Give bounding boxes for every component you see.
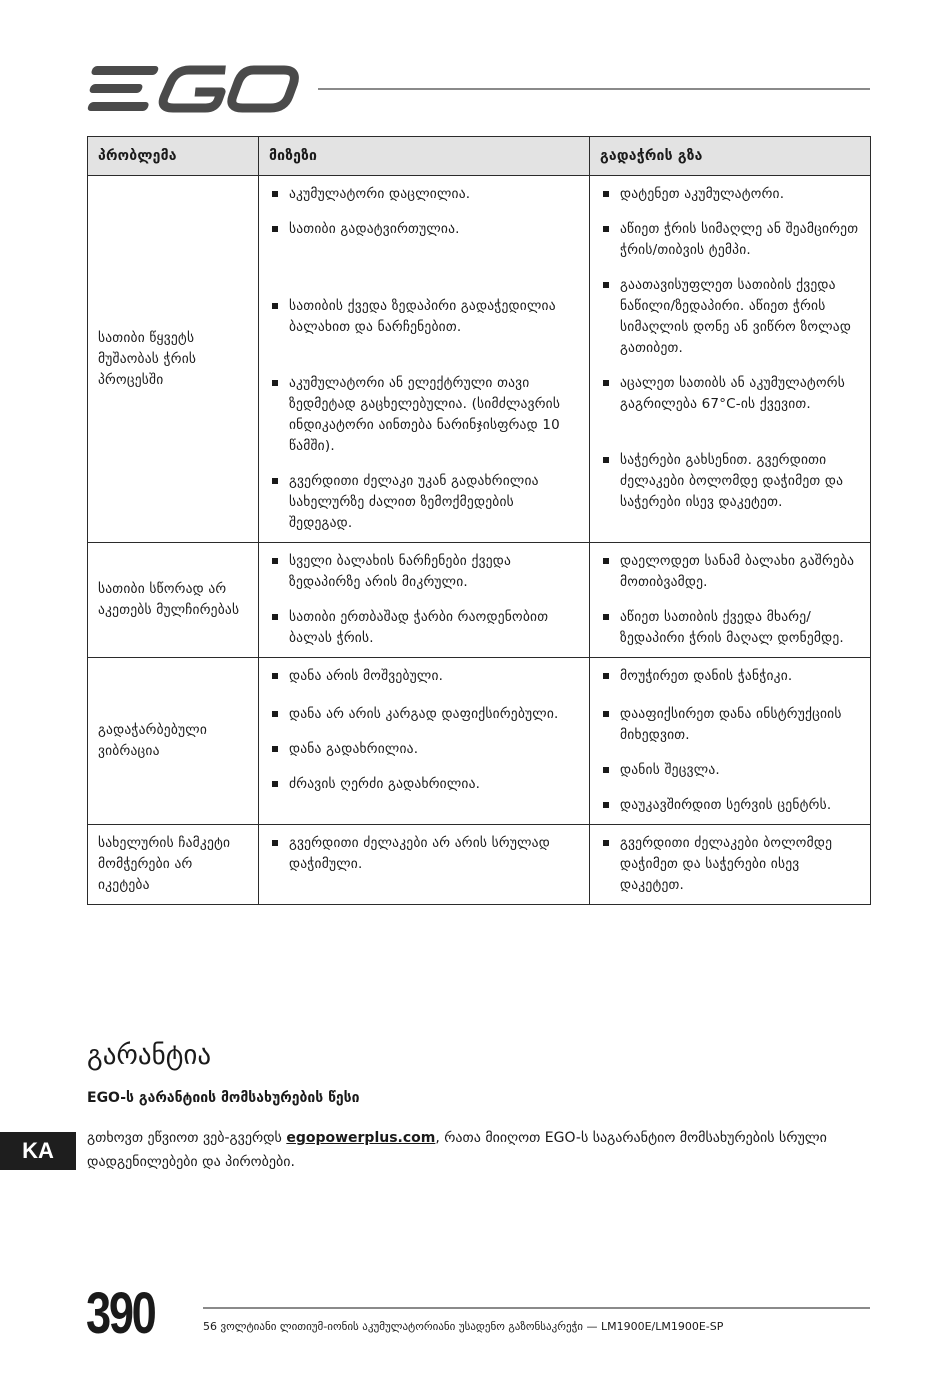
solution-item: აწიეთ სათიბის ქვედა მხარე/ზედაპირი ჭრის მაღალ დონემდე.: [600, 607, 860, 649]
solution-item: დააფიქსირეთ დანა ინსტრუქციის მიხედვით.: [600, 704, 860, 746]
warranty-body-after: , რათა მიიღოთ EGO-ს საგარანტიო მომსახურების სრული დადგენილებები და პირობები.: [87, 1130, 827, 1170]
cause-item: აკუმულატორი ან ელექტრული თავი ზედმეტად გაცხელებულია. (სიმძლავრის ინდიკატორი აინთება ნარინჯისფრად 10 წამში).: [269, 373, 579, 457]
cause-cell: [259, 658, 590, 825]
table-row: [88, 176, 871, 543]
cause-item: გვერდითი ძელაკი უკან გადახრილია სახელურზე ძალით ზემოქმედების შედეგად.: [269, 471, 579, 534]
problem-cell: გადაჭარბებული ვიბრაცია: [88, 658, 259, 825]
cause-item: დანა არ არის კარგად დაფიქსირებული.: [269, 704, 579, 725]
solution-cell: [590, 825, 871, 905]
footer-text: 56 ვოლტიანი ლითიუმ-იონის აკუმულატორიანი უსადენო გაზონსაკრეჭი — LM1900E/LM1900E-SP: [203, 1320, 724, 1333]
solution-item: გვერდითი ძელაკები ბოლომდე დაჭიმეთ და საჭერები ისევ დაკეტეთ.: [600, 833, 860, 896]
table-header-row: [88, 137, 871, 176]
cause-item: სველი ბალახის ნარჩენები ქვედა ზედაპირზე არის მიკრული.: [269, 551, 579, 593]
footer-rule: [203, 1307, 870, 1309]
warranty-subheading: EGO-ს გარანტიის მომსახურების წესი: [87, 1090, 360, 1106]
problem-cell: სათიბი სწორად არ აკეთებს მულჩირებას: [88, 543, 259, 658]
header-solution: გადაჭრის გზა: [590, 137, 871, 176]
cause-item: დანა არის მოშვებული.: [269, 666, 579, 687]
solution-item: აცალეთ სათიბს ან აკუმულატორს გაგრილება 67°C-ის ქვევით.: [600, 373, 860, 415]
solution-cell: [590, 543, 871, 658]
problem-cell: სახელურის ჩამკეტი მომჭერები არ იკეტება: [88, 825, 259, 905]
header-problem: პრობლემა: [88, 137, 259, 176]
cause-item: დანა გადახრილია.: [269, 739, 579, 760]
solution-item: დაელოდეთ სანამ ბალახი გაშრება მოთიბვამდე.: [600, 551, 860, 593]
page-number: 390: [86, 1281, 155, 1346]
cause-item: გვერდითი ძელაკები არ არის სრულად დაჭიმული.: [269, 833, 579, 875]
cause-item: სათიბი ერთბაშად ჭარბი რაოდენობით ბალას ჭრის.: [269, 607, 579, 649]
cause-cell: [259, 825, 590, 905]
table-row: [88, 658, 871, 825]
solution-item: დანის შეცვლა.: [600, 760, 860, 781]
header-cause: მიზეზი: [259, 137, 590, 176]
problem-cell: სათიბი წყვეტს მუშაობას ჭრის პროცესში: [88, 176, 259, 543]
solution-item: დაუკავშირდით სერვის ცენტრს.: [600, 795, 860, 816]
warranty-title: გარანტია: [87, 1040, 212, 1071]
header-rule: [318, 88, 870, 90]
cause-cell: [259, 176, 590, 543]
solution-item: მოუჭირეთ დანის ჭანჭიკი.: [600, 666, 860, 687]
table-row: [88, 825, 871, 905]
table-row: [88, 543, 871, 658]
troubleshooting-table: [87, 136, 871, 905]
cause-cell: [259, 543, 590, 658]
solution-item: გაათავისუფლეთ სათიბის ქვედა ნაწილი/ზედაპირი. აწიეთ ჭრის სიმაღლის დონე ან ვიწრო ზოლად გათიბეთ.: [600, 275, 860, 359]
solution-cell: [590, 176, 871, 543]
solution-item: აწიეთ ჭრის სიმაღლე ან შეამცირეთ ჭრის/თიბვის ტემპი.: [600, 219, 860, 261]
language-tab: KA: [0, 1132, 76, 1170]
cause-item: სათიბის ქვედა ზედაპირი გადაჭედილია ბალახით და ნარჩენებით.: [269, 296, 579, 338]
solution-item: დატენეთ აკუმულატორი.: [600, 184, 860, 205]
solution-item: საჭერები გახსენით. გვერდითი ძელაკები ბოლომდე დაჭიმეთ და საჭერები ისევ დაკეტეთ.: [600, 450, 860, 513]
warranty-body-before: გთხოვთ ეწვიოთ ვებ-გვერდს: [87, 1130, 287, 1146]
solution-cell: [590, 658, 871, 825]
ego-logo: [86, 64, 300, 114]
warranty-link[interactable]: egopowerplus.com: [286, 1130, 436, 1146]
cause-item: აკუმულატორი დაცლილია.: [269, 184, 579, 205]
cause-item: სათიბი გადატვირთულია.: [269, 219, 579, 240]
warranty-body: [87, 1126, 847, 1174]
cause-item: ძრავის ღერძი გადახრილია.: [269, 774, 579, 795]
